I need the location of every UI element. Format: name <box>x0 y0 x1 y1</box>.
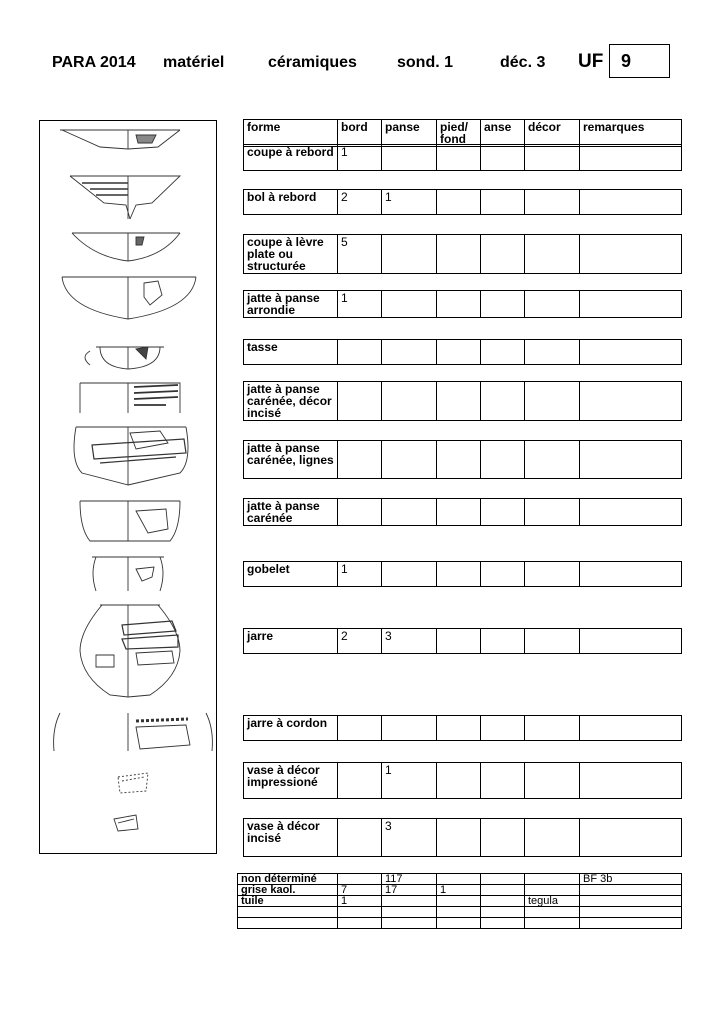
cell-forme: non déterminé <box>238 874 338 885</box>
cell-bord: 5 <box>338 235 382 274</box>
forms-table-header <box>243 119 682 147</box>
cell-forme <box>238 918 338 929</box>
cell-panse: 3 <box>382 629 437 654</box>
cell-pied <box>437 874 481 885</box>
uf-value: 9 <box>621 51 632 71</box>
cell-panse <box>382 499 437 526</box>
table-row <box>243 440 682 479</box>
cell-anse <box>481 763 525 799</box>
cell-forme: tasse <box>244 340 338 365</box>
table-row <box>243 715 682 741</box>
cell-pied <box>437 562 481 587</box>
cell-pied <box>437 145 481 171</box>
cell-panse <box>382 340 437 365</box>
cell-anse <box>481 885 525 896</box>
jatte-carenee-drawing <box>80 501 180 541</box>
cell-anse <box>481 562 525 587</box>
cell-bord: 1 <box>338 562 382 587</box>
cell-decor <box>525 763 580 799</box>
jatte-panse-arrondie-drawing <box>62 277 196 319</box>
table-row <box>243 498 682 526</box>
cell-remarques <box>580 382 682 421</box>
cell-forme: coupe à rebord <box>244 145 338 171</box>
cell-decor <box>525 291 580 318</box>
table-row <box>243 189 682 215</box>
cell-panse: 1 <box>382 763 437 799</box>
col-remarques: remarques <box>580 120 682 147</box>
cell-decor <box>525 819 580 857</box>
cell-anse <box>481 819 525 857</box>
cell-anse <box>481 874 525 885</box>
cell-bord <box>338 819 382 857</box>
cell-decor <box>525 190 580 215</box>
jatte-carenee-lignes-drawing <box>74 427 188 485</box>
cell-forme: coupe à lèvre plate ou structurée <box>244 235 338 274</box>
jarre-drawing <box>80 605 180 697</box>
cell-bord <box>338 918 382 929</box>
cell-pied <box>437 235 481 274</box>
cell-panse <box>382 235 437 274</box>
cell-panse <box>382 562 437 587</box>
cell-panse <box>382 145 437 171</box>
cell-forme: jarre à cordon <box>244 716 338 741</box>
table-row <box>243 628 682 654</box>
cell-remarques <box>580 763 682 799</box>
cell-remarques <box>580 562 682 587</box>
cell-remarques <box>580 819 682 857</box>
cell-panse <box>382 896 437 907</box>
cell-anse <box>481 190 525 215</box>
cell-bord: 1 <box>338 145 382 171</box>
cell-pied <box>437 716 481 741</box>
cell-decor <box>525 441 580 479</box>
cell-remarques <box>580 885 682 896</box>
uf-label: UF <box>578 51 604 72</box>
cell-anse <box>481 896 525 907</box>
cell-panse <box>382 382 437 421</box>
project-title: PARA 2014 <box>52 54 136 71</box>
cell-decor <box>525 382 580 421</box>
cell-decor <box>525 629 580 654</box>
cell-remarques <box>580 441 682 479</box>
cell-anse <box>481 499 525 526</box>
col-pied: pied/ fond <box>437 120 481 147</box>
cell-remarques <box>580 907 682 918</box>
cell-remarques <box>580 145 682 171</box>
cell-decor <box>525 716 580 741</box>
cell-forme <box>238 907 338 918</box>
cell-remarques <box>580 291 682 318</box>
gobelet-drawing <box>92 557 164 591</box>
table-row <box>243 290 682 318</box>
cell-decor <box>525 235 580 274</box>
table-row <box>243 381 682 421</box>
cell-remarques <box>580 896 682 907</box>
cell-pied <box>437 382 481 421</box>
table-row <box>243 561 682 587</box>
cell-forme: jatte à panse carénée, lignes <box>244 441 338 479</box>
cell-bord: 7 <box>338 885 382 896</box>
table-row <box>238 874 682 885</box>
col-anse: anse <box>481 120 525 147</box>
table-row <box>243 144 682 171</box>
col-forme: forme <box>244 120 338 147</box>
table-row <box>238 907 682 918</box>
jatte-carenee-incise-drawing <box>80 383 180 413</box>
table-row <box>243 234 682 274</box>
cell-bord <box>338 340 382 365</box>
jarre-a-cordon-drawing <box>54 713 213 751</box>
cell-anse <box>481 291 525 318</box>
cell-forme: vase à décor incisé <box>244 819 338 857</box>
cell-remarques <box>580 499 682 526</box>
cell-pied <box>437 896 481 907</box>
cell-anse <box>481 340 525 365</box>
cell-bord <box>338 382 382 421</box>
tasse-drawing <box>85 347 164 369</box>
vase-incise-drawing <box>114 815 138 831</box>
cell-decor <box>525 340 580 365</box>
cell-remarques <box>580 918 682 929</box>
cell-remarques <box>580 190 682 215</box>
cell-pied <box>437 340 481 365</box>
cell-decor <box>525 874 580 885</box>
cell-pied <box>437 291 481 318</box>
summary-table <box>237 873 682 929</box>
cell-pied <box>437 629 481 654</box>
cell-decor <box>525 918 580 929</box>
table-row <box>238 896 682 907</box>
cell-bord <box>338 874 382 885</box>
cell-decor <box>525 907 580 918</box>
material-label: matériel <box>163 54 225 71</box>
cell-anse <box>481 235 525 274</box>
sondage-label: sond. 1 <box>397 54 454 71</box>
cell-remarques: BF 3b <box>580 874 682 885</box>
cell-forme: jarre <box>244 629 338 654</box>
cell-remarques <box>580 235 682 274</box>
cell-remarques <box>580 340 682 365</box>
cell-forme: jatte à panse carénée <box>244 499 338 526</box>
cell-panse: 117 <box>382 874 437 885</box>
col-panse: panse <box>382 120 437 147</box>
vase-impressione-drawing <box>118 773 148 793</box>
cell-anse <box>481 382 525 421</box>
cell-pied <box>437 441 481 479</box>
cell-panse <box>382 291 437 318</box>
cell-pied: 1 <box>437 885 481 896</box>
cell-forme: grise kaol. <box>238 885 338 896</box>
col-bord: bord <box>338 120 382 147</box>
bol-a-rebord-drawing <box>70 176 180 219</box>
table-row <box>243 818 682 857</box>
cell-remarques <box>580 629 682 654</box>
table-row <box>238 885 682 896</box>
cell-anse <box>481 918 525 929</box>
cell-forme: jatte à panse carénée, décor incisé <box>244 382 338 421</box>
cell-bord: 1 <box>338 896 382 907</box>
cell-decor <box>525 562 580 587</box>
table-row <box>243 762 682 799</box>
cell-bord <box>338 763 382 799</box>
cell-bord <box>338 907 382 918</box>
cell-panse <box>382 716 437 741</box>
cell-decor <box>525 145 580 171</box>
cell-anse <box>481 907 525 918</box>
cell-anse <box>481 716 525 741</box>
cell-pied <box>437 190 481 215</box>
coupe-levre-plate-drawing <box>72 233 180 261</box>
cell-forme: bol à rebord <box>244 190 338 215</box>
pottery-drawings-panel <box>39 120 217 854</box>
cell-bord: 2 <box>338 629 382 654</box>
cell-bord: 2 <box>338 190 382 215</box>
cell-bord <box>338 716 382 741</box>
cell-pied <box>437 763 481 799</box>
uf-box <box>609 44 670 78</box>
col-decor: décor <box>525 120 580 147</box>
cell-pied <box>437 819 481 857</box>
cell-panse: 3 <box>382 819 437 857</box>
cell-forme: gobelet <box>244 562 338 587</box>
cell-forme: jatte à panse arrondie <box>244 291 338 318</box>
cell-pied <box>437 918 481 929</box>
decapage-label: déc. 3 <box>500 54 546 71</box>
cell-panse: 1 <box>382 190 437 215</box>
cell-anse <box>481 441 525 479</box>
cell-bord <box>338 441 382 479</box>
coupe-a-rebord-drawing <box>60 130 180 149</box>
cell-pied <box>437 907 481 918</box>
category-label: céramiques <box>268 54 357 71</box>
cell-anse <box>481 145 525 171</box>
cell-panse <box>382 441 437 479</box>
cell-panse: 17 <box>382 885 437 896</box>
cell-anse <box>481 629 525 654</box>
cell-bord <box>338 499 382 526</box>
cell-remarques <box>580 716 682 741</box>
table-row <box>238 918 682 929</box>
cell-forme: tuile <box>238 896 338 907</box>
table-row <box>243 339 682 365</box>
cell-decor: tegula <box>525 896 580 907</box>
cell-decor <box>525 885 580 896</box>
cell-decor <box>525 499 580 526</box>
cell-pied <box>437 499 481 526</box>
cell-forme: vase à décor impressioné <box>244 763 338 799</box>
cell-bord: 1 <box>338 291 382 318</box>
cell-panse <box>382 918 437 929</box>
cell-panse <box>382 907 437 918</box>
